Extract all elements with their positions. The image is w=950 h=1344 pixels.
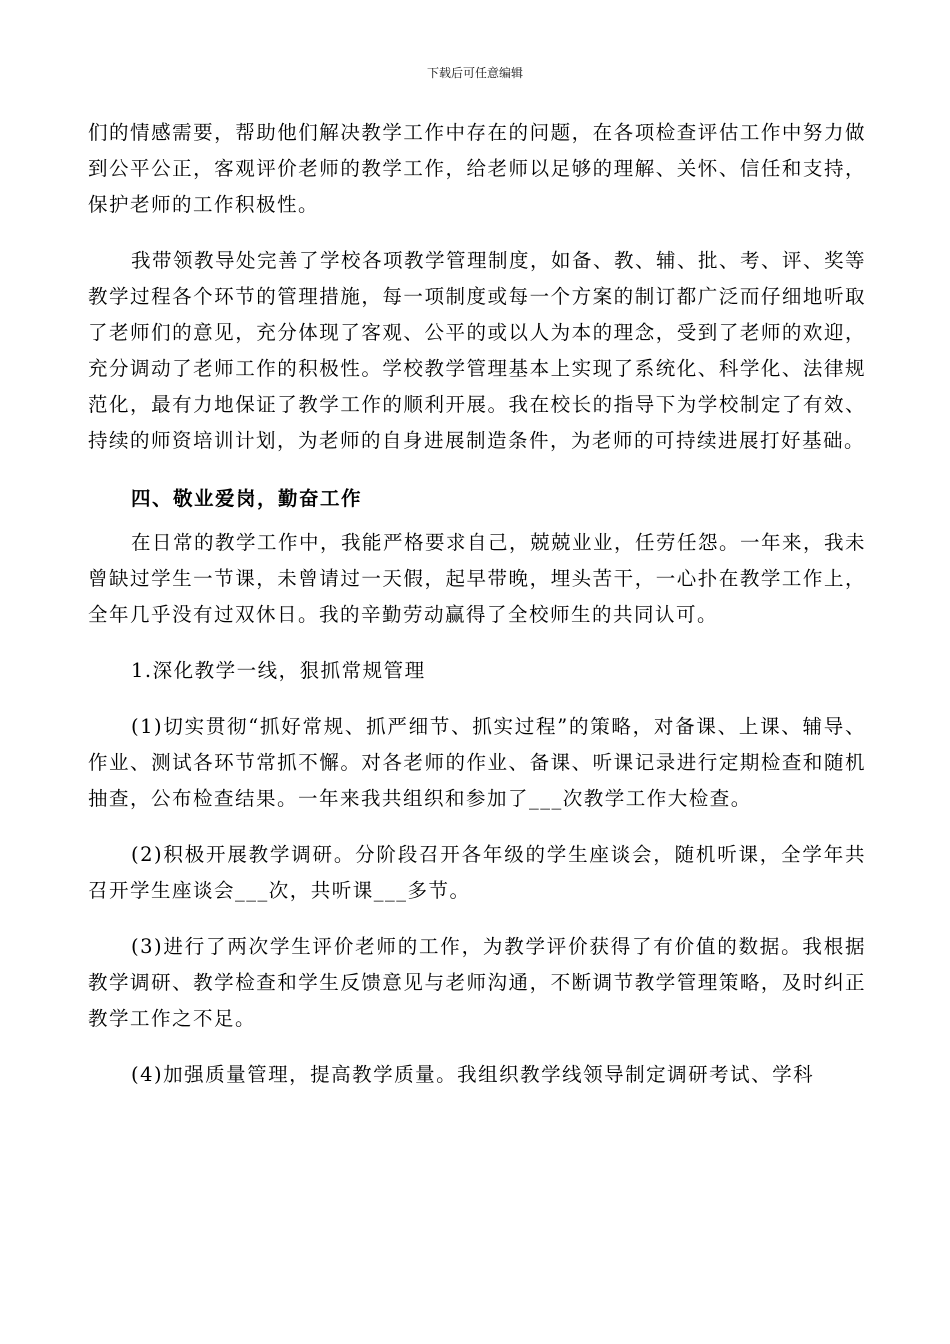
paragraph-management-system: 我带领教导处完善了学校各项教学管理制度，如备、教、辅、批、考、评、奖等教学过程各个环节的管理措施，每一项制度或每一个方案的制订都广泛而仔细地听取了老师们的意见，充分体现了客观、公平的或以人为本的理念，受到了老师的欢迎，充分调动了老师工作的积极性。学校教学管理基本上实现了系统化、科学化、法律规范化，最有力地保证了教学工作的顺利开展。我在校长的指导下为学校制定了有效、持续的师资培训计划，为老师的自身进展制造条件，为老师的可持续进展打好基础。 — [88, 249, 867, 452]
subheading-teaching-frontline: 1.深化教学一线，狠抓常规管理 — [131, 659, 426, 682]
paragraph-diligence: 在日常的教学工作中，我能严格要求自己，兢兢业业，任劳任怨。一年来，我未曾缺过学生一节课，未曾请过一天假，起早带晚，埋头苦干，一心扑在教学工作上，全年几乎没有过双休日。我的辛勤劳动赢得了全校师生的共同认可。 — [88, 531, 867, 626]
paragraph-item-3: (3)进行了两次学生评价老师的工作，为教学评价获得了有价值的数据。我根据教学调研、教学检查和学生反馈意见与老师沟通，不断调节教学管理策略，及时纠正教学工作之不足。 — [88, 935, 866, 1030]
paragraph-item-4: (4)加强质量管理，提高教学质量。我组织教学线领导制定调研考试、学科 — [131, 1063, 815, 1086]
page-header: 下载后可任意编辑 — [426, 66, 523, 80]
paragraph-item-2: (2)积极开展教学调研。分阶段召开各年级的学生座谈会，随机听课，全学年共召开学生座谈会___次，共听课___多节。 — [88, 843, 866, 902]
paragraph-continuation: 们的情感需要，帮助他们解决教学工作中存在的问题，在各项检查评估工作中努力做到公平公正，客观评价老师的教学工作，给老师以足够的理解、关怀、信任和支持，保护老师的工作积极性。 — [88, 121, 866, 216]
document-body — [88, 115, 866, 1093]
paragraph-item-1: (1)切实贯彻“抓好常规、抓严细节、抓实过程”的策略，对备课、上课、辅导、作业、测试各环节常抓不懈。对各老师的作业、备课、听课记录进行定期检查和随机抽查，公布检查结果。一年来我共组织和参加了___次教学工作大检查。 — [88, 715, 866, 810]
section-heading: 四、敬业爱岗，勤奋工作 — [131, 487, 363, 510]
